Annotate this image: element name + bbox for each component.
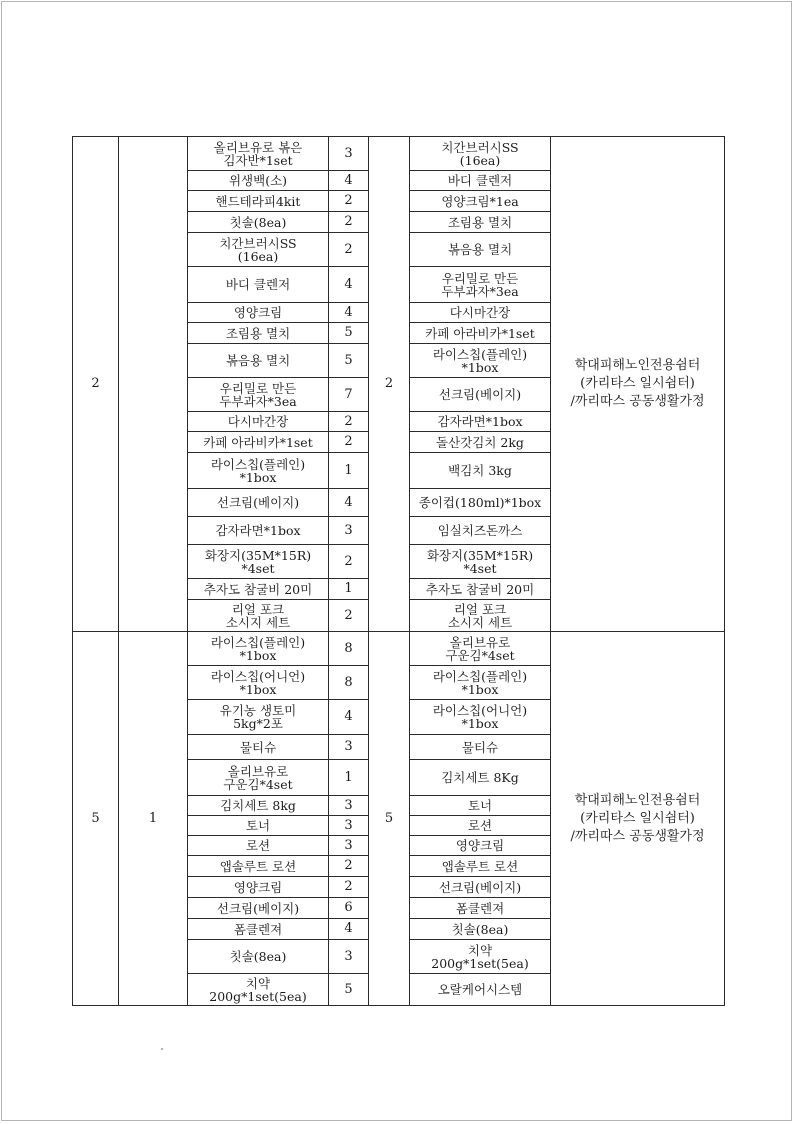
item-name-cell: 라이스칩(플레인) *1box xyxy=(188,453,329,489)
item-name-cell: 선크림(베이지) xyxy=(188,898,329,919)
item-quantity-cell: 2 xyxy=(329,877,369,898)
recipient-item-cell: 선크림(베이지) xyxy=(410,877,551,898)
group-recipient-count-cell: 2 xyxy=(369,137,410,632)
recipient-item-cell: 조림용 멸치 xyxy=(410,212,551,233)
item-quantity-cell: 2 xyxy=(329,233,369,267)
recipient-item-cell: 칫솔(8ea) xyxy=(410,919,551,940)
item-quantity-cell: 6 xyxy=(329,898,369,919)
recipient-item-cell: 우리밀로 만든 두부과자*3ea xyxy=(410,267,551,303)
item-name-cell: 핸드테라피4kit xyxy=(188,191,329,212)
item-quantity-cell: 3 xyxy=(329,517,369,545)
group-recipient-count-cell: 5 xyxy=(369,632,410,1006)
item-quantity-cell: 7 xyxy=(329,378,369,412)
item-name-cell: 바디 클렌저 xyxy=(188,267,329,303)
recipient-item-cell: 카페 아라비카*1set xyxy=(410,323,551,344)
group-number-cell: 5 xyxy=(73,632,119,1006)
item-quantity-cell: 5 xyxy=(329,344,369,378)
shelter-name-cell: 학대피해노인전용쉼터 (카리타스 일시쉼터) /까리따스 공동생활가정 xyxy=(551,632,725,1006)
item-name-cell: 우리밀로 만든 두부과자*3ea xyxy=(188,378,329,412)
item-name-cell: 치약 200g*1set(5ea) xyxy=(188,974,329,1006)
table-row xyxy=(73,632,725,666)
item-quantity-cell: 2 xyxy=(329,856,369,877)
recipient-item-cell: 김치세트 8Kg xyxy=(410,760,551,796)
item-quantity-cell: 4 xyxy=(329,267,369,303)
recipient-item-cell: 화장지(35M*15R) *4set xyxy=(410,545,551,579)
item-quantity-cell: 2 xyxy=(329,191,369,212)
recipient-item-cell: 폼클렌져 xyxy=(410,898,551,919)
recipient-item-cell: 선크림(베이지) xyxy=(410,378,551,412)
item-quantity-cell: 5 xyxy=(329,974,369,1006)
item-quantity-cell: 1 xyxy=(329,579,369,600)
item-quantity-cell: 2 xyxy=(329,432,369,453)
item-quantity-cell: 1 xyxy=(329,453,369,489)
item-quantity-cell: 3 xyxy=(329,137,369,171)
recipient-item-cell: 치간브러시SS (16ea) xyxy=(410,137,551,171)
recipient-item-cell: 토너 xyxy=(410,796,551,816)
recipient-item-cell: 바디 클렌저 xyxy=(410,171,551,191)
recipient-item-cell: 앱솔루트 로션 xyxy=(410,856,551,877)
item-quantity-cell: 2 xyxy=(329,212,369,233)
group-number-cell: 2 xyxy=(73,137,119,632)
item-quantity-cell: 4 xyxy=(329,171,369,191)
item-quantity-cell: 3 xyxy=(329,735,369,760)
recipient-item-cell: 오랄케어시스템 xyxy=(410,974,551,1006)
recipient-item-cell: 영양크림*1ea xyxy=(410,191,551,212)
item-name-cell: 라이스칩(플레인) *1box xyxy=(188,632,329,666)
recipient-item-cell: 영양크림 xyxy=(410,836,551,856)
item-quantity-cell: 4 xyxy=(329,700,369,735)
recipient-item-cell: 라이스칩(플레인) *1box xyxy=(410,344,551,378)
group-count-cell xyxy=(119,137,188,632)
item-quantity-cell: 2 xyxy=(329,545,369,579)
recipient-item-cell: 감자라면*1box xyxy=(410,412,551,432)
recipient-item-cell: 라이스칩(어니언) *1box xyxy=(410,700,551,735)
item-name-cell: 라이스칩(어니언) *1box xyxy=(188,666,329,700)
item-name-cell: 리얼 포크 소시지 세트 xyxy=(188,600,329,632)
item-name-cell: 물티슈 xyxy=(188,735,329,760)
item-quantity-cell: 2 xyxy=(329,600,369,632)
item-name-cell: 카페 아라비카*1set xyxy=(188,432,329,453)
item-quantity-cell: 8 xyxy=(329,666,369,700)
recipient-item-cell: 물티슈 xyxy=(410,735,551,760)
recipient-item-cell: 로션 xyxy=(410,816,551,836)
item-name-cell: 김치세트 8kg xyxy=(188,796,329,816)
recipient-item-cell: 볶음용 멸치 xyxy=(410,233,551,267)
item-name-cell: 위생백(소) xyxy=(188,171,329,191)
item-name-cell: 폼클렌져 xyxy=(188,919,329,940)
recipient-item-cell: 올리브유로 구운김*4set xyxy=(410,632,551,666)
item-quantity-cell: 3 xyxy=(329,836,369,856)
recipient-item-cell: 돌산갓김치 2kg xyxy=(410,432,551,453)
item-name-cell: 토너 xyxy=(188,816,329,836)
item-name-cell: 다시마간장 xyxy=(188,412,329,432)
item-name-cell: 선크림(베이지) xyxy=(188,489,329,517)
recipient-item-cell: 종이컵(180ml)*1box xyxy=(410,489,551,517)
item-name-cell: 올리브유로 볶은 김자반*1set xyxy=(188,137,329,171)
item-name-cell: 로션 xyxy=(188,836,329,856)
item-name-cell: 조림용 멸치 xyxy=(188,323,329,344)
table-row xyxy=(73,137,725,171)
recipient-item-cell: 추자도 참굴비 20미 xyxy=(410,579,551,600)
item-quantity-cell: 4 xyxy=(329,919,369,940)
item-name-cell: 볶음용 멸치 xyxy=(188,344,329,378)
item-name-cell: 영양크림 xyxy=(188,877,329,898)
item-name-cell: 앱솔루트 로션 xyxy=(188,856,329,877)
item-name-cell: 칫솔(8ea) xyxy=(188,212,329,233)
goods-distribution-table xyxy=(72,136,724,1003)
item-name-cell: 감자라면*1box xyxy=(188,517,329,545)
item-quantity-cell: 1 xyxy=(329,760,369,796)
recipient-item-cell: 리얼 포크 소시지 세트 xyxy=(410,600,551,632)
item-quantity-cell: 2 xyxy=(329,412,369,432)
item-quantity-cell: 3 xyxy=(329,816,369,836)
item-name-cell: 칫솔(8ea) xyxy=(188,940,329,974)
page-mark xyxy=(161,1048,163,1050)
item-name-cell: 유기농 생토미 5kg*2포 xyxy=(188,700,329,735)
item-quantity-cell: 3 xyxy=(329,796,369,816)
item-name-cell: 올리브유로 구운김*4set xyxy=(188,760,329,796)
item-quantity-cell: 5 xyxy=(329,323,369,344)
item-name-cell: 추자도 참굴비 20미 xyxy=(188,579,329,600)
recipient-item-cell: 백김치 3kg xyxy=(410,453,551,489)
table-body xyxy=(73,137,725,1006)
shelter-name-cell: 학대피해노인전용쉼터 (카리타스 일시쉼터) /까리따스 공동생활가정 xyxy=(551,137,725,632)
item-quantity-cell: 3 xyxy=(329,940,369,974)
item-name-cell: 화장지(35M*15R) *4set xyxy=(188,545,329,579)
recipient-item-cell: 라이스칩(플레인) *1box xyxy=(410,666,551,700)
group-count-cell: 1 xyxy=(119,632,188,1006)
recipient-item-cell: 다시마간장 xyxy=(410,303,551,323)
item-name-cell: 치간브러시SS (16ea) xyxy=(188,233,329,267)
item-quantity-cell: 4 xyxy=(329,303,369,323)
item-quantity-cell: 8 xyxy=(329,632,369,666)
item-name-cell: 영양크림 xyxy=(188,303,329,323)
item-quantity-cell: 4 xyxy=(329,489,369,517)
recipient-item-cell: 임실치즈돈까스 xyxy=(410,517,551,545)
recipient-item-cell: 치약 200g*1set(5ea) xyxy=(410,940,551,974)
